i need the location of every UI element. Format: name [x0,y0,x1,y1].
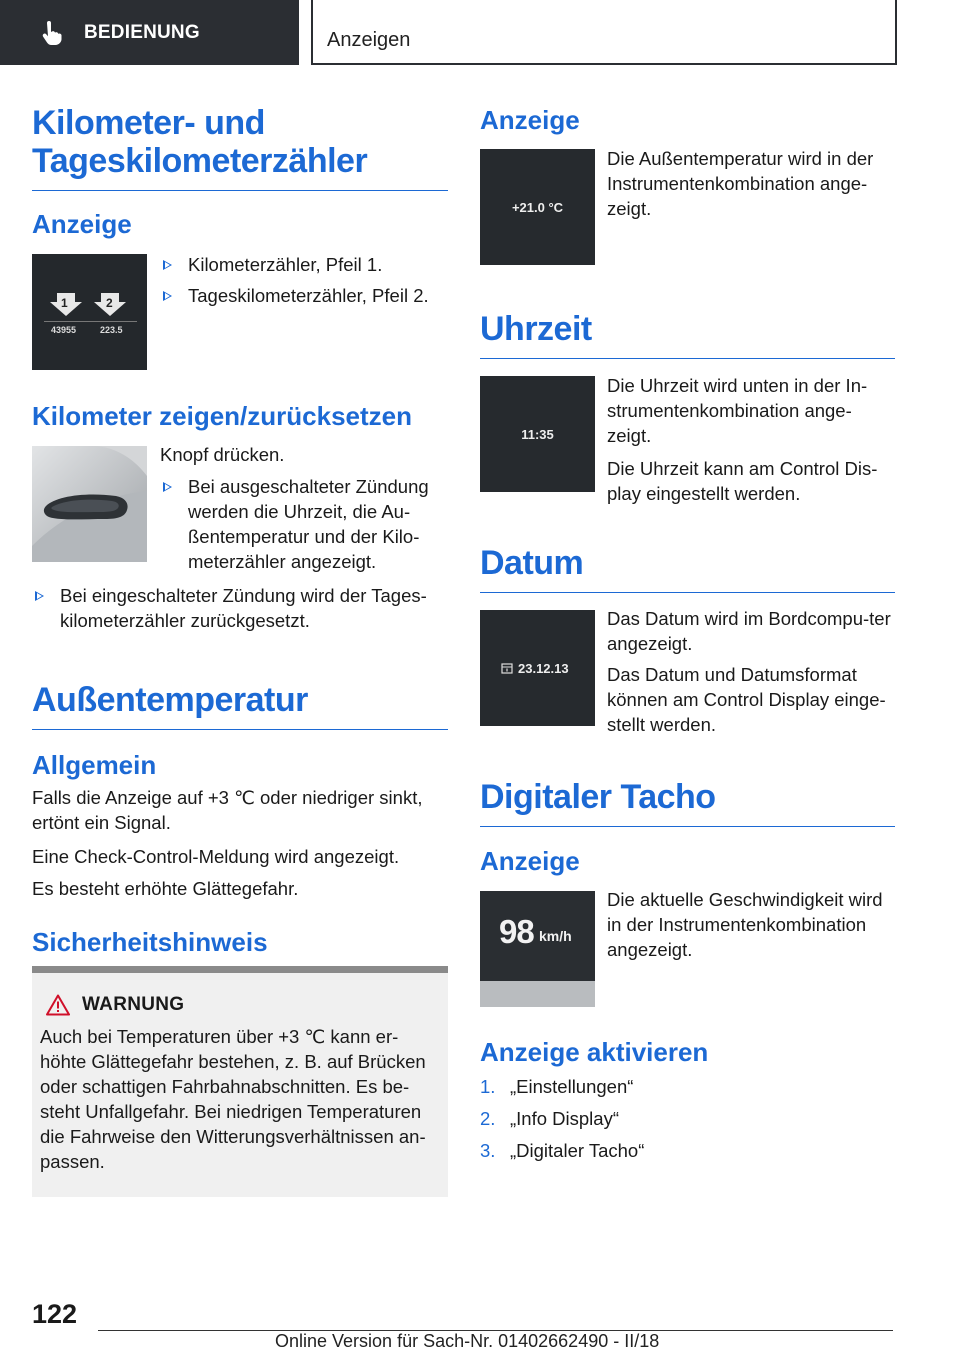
uhrzeit-paragraph-1: Die Uhrzeit wird unten in der In-strumentenkombination ange-zeigt. [607,375,868,446]
warning-text: Auch bei Temperaturen über +3 ℃ kann er-höhte Glättegefahr bestehen, z. B. auf Brücken oder schattigen Fahrbahnabschnitten. Es be-steht Unfallgefahr. Bei niedrigen Temperaturen die Fahrweise den Witterungsverhältnissen an-passen. [40,1026,426,1172]
page-header [0,0,960,66]
datum-paragraph-2: Das Datum und Datumsformat können am Control Display einge-stellt werden. [607,664,886,735]
reset-bullet-list-inner [160,474,450,580]
speed-display-image [480,891,595,1007]
km-section-title: Kilometer- und Tageskilometerzähler [32,104,448,191]
date-value: 23.12.13 [518,661,569,676]
triangle-bullet-icon [35,591,44,601]
tacho-text: Die aktuelle Geschwindigkeit wird in der Instrumentenkombination angezeigt. [607,889,883,960]
temp-section-title: Außentemperatur [32,681,448,730]
list-item: Tageskilometerzähler, Pfeil 2. [160,283,450,308]
page-number: 122 [32,1299,78,1329]
temp-text: Die Außentemperatur wird in der Instrumentenkombination ange-zeigt. [607,148,874,219]
activate-heading: Anzeige aktivieren [480,1037,709,1067]
list-item: 3. „Digitaler Tacho“ [480,1140,645,1161]
speed-unit: km/h [539,928,572,944]
date-display-image [480,610,595,726]
allgemein-paragraph-2: Eine Check-Control-Meldung wird angezeigt. [32,846,400,867]
tacho-anzeige-heading: Anzeige [480,846,580,876]
warning-top-bar [32,966,448,973]
warning-title: WARNUNG [82,994,185,1015]
list-item: Bei ausgeschalteter Zündung werden die Uhrzeit, die Au-ßentemperatur und der Kilo-meterzähler angezeigt. [160,474,450,574]
trip-value: 223.5 [100,325,123,335]
allgemein-heading: Allgemein [32,750,157,780]
warning-box [32,966,448,1197]
section-tab[interactable] [0,0,299,65]
uhrzeit-section-title: Uhrzeit [480,310,895,359]
reset-bullet-list-outer [32,583,450,639]
clock-value: 11:35 [521,427,554,442]
reset-button-image [32,446,147,562]
chapter-label: Anzeigen [327,29,411,51]
arrow-label-2: 2 [106,296,113,310]
datum-section-title: Datum [480,544,895,593]
temperature-display-image [480,149,595,265]
warning-triangle-icon [46,994,70,1016]
uhrzeit-paragraph-2: Die Uhrzeit kann am Control Dis-play eingestellt werden. [607,458,878,504]
tacho-section-title: Digitaler Tacho [480,778,895,827]
list-item: Bei eingeschalteter Zündung wird der Tages-kilometerzähler zurückgesetzt. [32,583,450,633]
triangle-bullet-icon [163,291,172,301]
anzeige-heading: Anzeige [32,209,132,239]
reset-knob-icon [32,446,147,562]
list-item: 1. „Einstellungen“ [480,1076,634,1097]
allgemein-paragraph-1: Falls die Anzeige auf +3 ℃ oder niedriger sinkt, ertönt ein Signal. [32,787,423,833]
datum-paragraph-1: Das Datum wird im Bordcompu-ter angezeigt. [607,608,891,654]
triangle-bullet-icon [163,482,172,492]
footer-online-text: Online Version für Sach-Nr. 01402662490 - II/18 [275,1331,660,1351]
reset-heading: Kilometer zeigen/zurücksetzen [32,401,412,431]
list-item: Kilometerzähler, Pfeil 1. [160,252,450,277]
calendar-icon [501,662,513,674]
list-item: 2. „Info Display“ [480,1108,619,1129]
odometer-image [32,254,147,370]
section-label: BEDIENUNG [84,21,200,43]
anzeige-bullet-list [160,252,450,314]
warning-header [46,994,184,1016]
activate-steps-list [480,1074,895,1170]
clock-display-image [480,376,595,492]
hand-pointer-icon [38,20,64,46]
triangle-bullet-icon [163,260,172,270]
speed-value: 98 [499,913,534,950]
safety-heading: Sicherheitshinweis [32,927,268,957]
allgemein-paragraph-3: Es besteht erhöhte Glättegefahr. [32,878,299,899]
speed-image-bezel [480,981,595,1007]
arrow-label-1: 1 [61,296,68,310]
odometer-arrows-icon [32,254,147,370]
temp-anzeige-heading: Anzeige [480,105,580,135]
reset-intro: Knopf drücken. [160,444,285,465]
temperature-value: +21.0 °C [511,200,564,215]
chapter-tab[interactable] [311,0,897,65]
odometer-value: 43955 [51,325,77,335]
